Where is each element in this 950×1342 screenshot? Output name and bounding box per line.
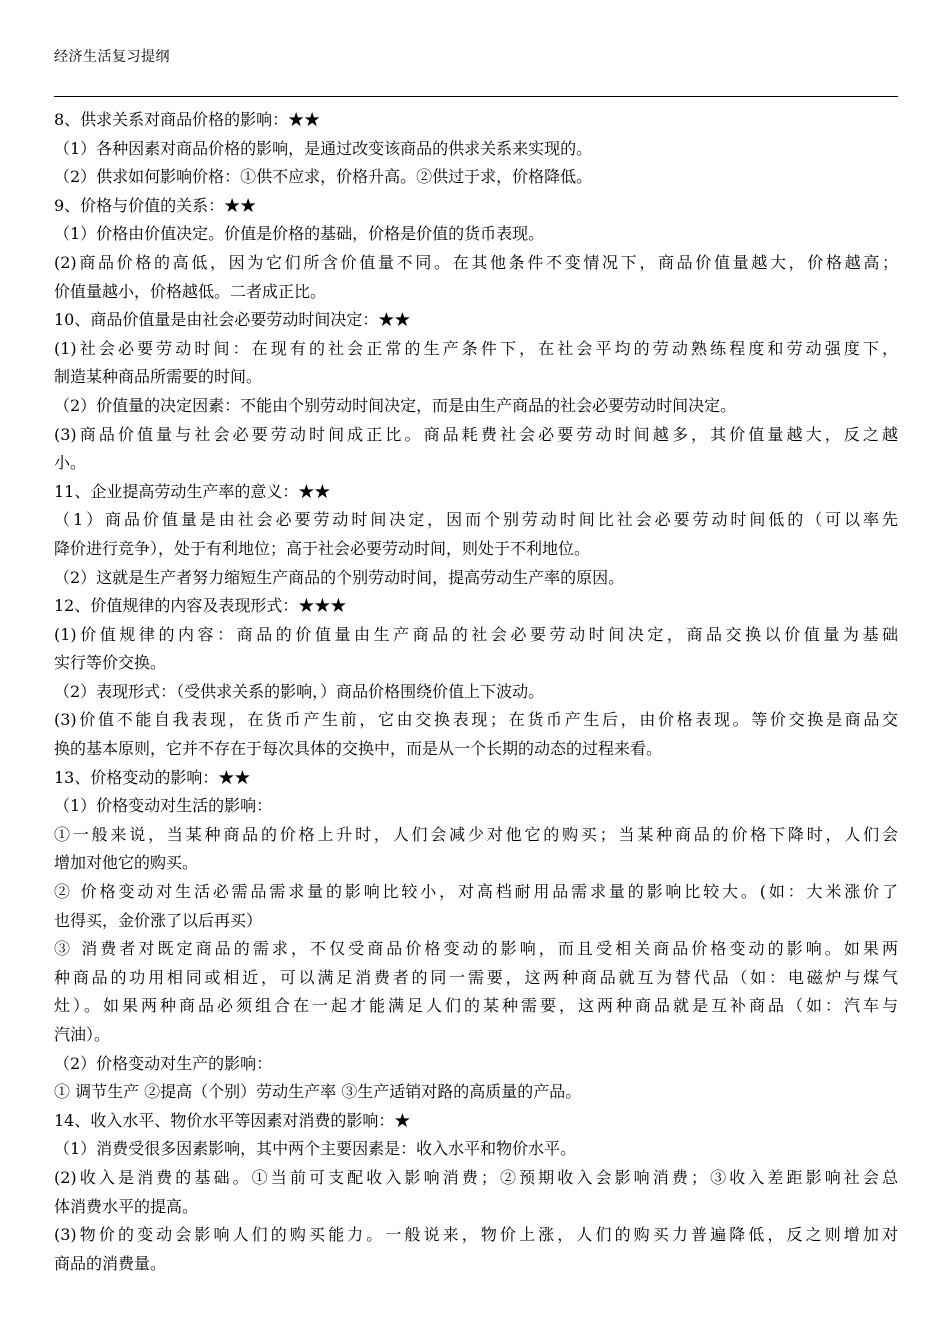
text-line: 实行等价交换。 (54, 653, 167, 673)
text-line: （1）消费受很多因素影响，其中两个主要因素是：收入水平和物价水平。 (54, 1139, 577, 1159)
text-line: （2）价值量的决定因素：不能由个别劳动时间决定，而是由生产商品的社会必要劳动时间决定。 (54, 395, 737, 415)
text-line: (3)商品价值量与社会必要劳动时间成正比。商品耗费社会必要劳动时间越多，其价值量越大，反之越 (54, 424, 898, 444)
text-line: （1）价格由价值决定。价值是价格的基础，价格是价值的货币表现。 (54, 224, 545, 244)
text-line: （1）各种因素对商品价格的影响，是通过改变该商品的供求关系来实现的。 (54, 138, 593, 158)
header-divider (54, 96, 898, 97)
page-header-title: 经济生活复习提纲 (54, 49, 170, 65)
text-line: ② 价格变动对生活必需品需求量的影响比较小，对高档耐用品需求量的影响比较大。(如：大米涨价了 (54, 882, 898, 902)
text-line: （2）供求如何影响价格：①供不应求，价格升高。②供过于求，价格降低。 (54, 167, 593, 187)
section-heading: 13、价格变动的影响：★★ (54, 767, 251, 787)
text-line: 小。 (54, 453, 87, 473)
text-line: (2)商品价格的高低，因为它们所含价值量不同。在其他条件不变情况下，商品价值量越大，价格越高； (54, 252, 898, 272)
text-line: 制造某种商品所需要的时间。 (54, 367, 263, 387)
text-line: 价值量越小，价格越低。二者成正比。 (54, 281, 327, 301)
text-line: 商品的消费量。 (54, 1253, 167, 1273)
text-line: (1)社会必要劳动时间：在现有的社会正常的生产条件下，在社会平均的劳动熟练程度和劳动强度下， (54, 338, 898, 358)
text-line: （1）价格变动对生活的影响： (54, 796, 273, 816)
text-line: （2）表现形式：（受供求关系的影响，）商品价格围绕价值上下波动。 (54, 681, 545, 701)
section-heading: 10、商品价值量是由社会必要劳动时间决定：★★ (54, 310, 411, 330)
section-heading: 8、供求关系对商品价格的影响：★★ (54, 110, 321, 129)
text-line: (2)收入是消费的基础。①当前可支配收入影响消费；②预期收入会影响消费；③收入差距影响社会总 (54, 1167, 898, 1187)
text-line: (1)价值规律的内容：商品的价值量由生产商品的社会必要劳动时间决定，商品交换以价值量为基础 (54, 624, 898, 644)
text-line: ③ 消费者对既定商品的需求，不仅受商品价格变动的影响，而且受相关商品价格变动的影响。如果两 (54, 939, 898, 959)
text-line: （2）这就是生产者努力缩短生产商品的个别劳动时间，提高劳动生产率的原因。 (54, 567, 625, 587)
section-heading: 12、价值规律的内容及表现形式：★★★ (54, 596, 347, 616)
text-line: ①一般来说，当某种商品的价格上升时，人们会减少对他它的购买；当某种商品的价格下降时，人们会 (54, 824, 898, 844)
text-line: (3)物价的变动会影响人们的购买能力。一般说来，物价上涨，人们的购买力普遍降低，反之则增加对 (54, 1225, 898, 1245)
text-line: （1）商品价值量是由社会必要劳动时间决定，因而个别劳动时间比社会必要劳动时间低的（可以率先 (54, 510, 898, 530)
text-line: 换的基本原则，它并不存在于每次具体的交换中，而是从一个长期的动态的过程来看。 (54, 739, 663, 759)
text-line: 也得买，金价涨了以后再买） (54, 910, 263, 930)
text-line: 增加对他它的购买。 (54, 853, 199, 873)
text-line: （2）价格变动对生产的影响： (54, 1053, 273, 1073)
document-body (54, 106, 898, 1278)
section-heading: 9、价格与价值的关系：★★ (54, 195, 257, 215)
text-line: 灶）。如果两种商品必须组合在一起才能满足人们的某种需要，这两种商品就是互补商品（如：汽车与 (54, 996, 898, 1016)
section-heading: 14、收入水平、物价水平等因素对消费的影响：★ (54, 1110, 411, 1130)
text-line: 降价进行竞争），处于有利地位；高于社会必要劳动时间，则处于不利地位。 (54, 538, 591, 558)
text-line: 汽油）。 (54, 1025, 111, 1044)
text-line: 体消费水平的提高。 (54, 1196, 199, 1216)
text-line: 种商品的功用相同或相近，可以满足消费者的同一需要，这两种商品就互为替代品（如：电磁炉与煤气 (54, 967, 898, 987)
text-line: ① 调节生产 ②提高（个别）劳动生产率 ③生产适销对路的高质量的产品。 (54, 1082, 582, 1102)
text-line: (3)价值不能自我表现，在货币产生前，它由交换表现；在货币产生后，由价格表现。等价交换是商品交 (54, 710, 898, 730)
section-heading: 11、企业提高劳动生产率的意义：★★ (54, 481, 331, 501)
